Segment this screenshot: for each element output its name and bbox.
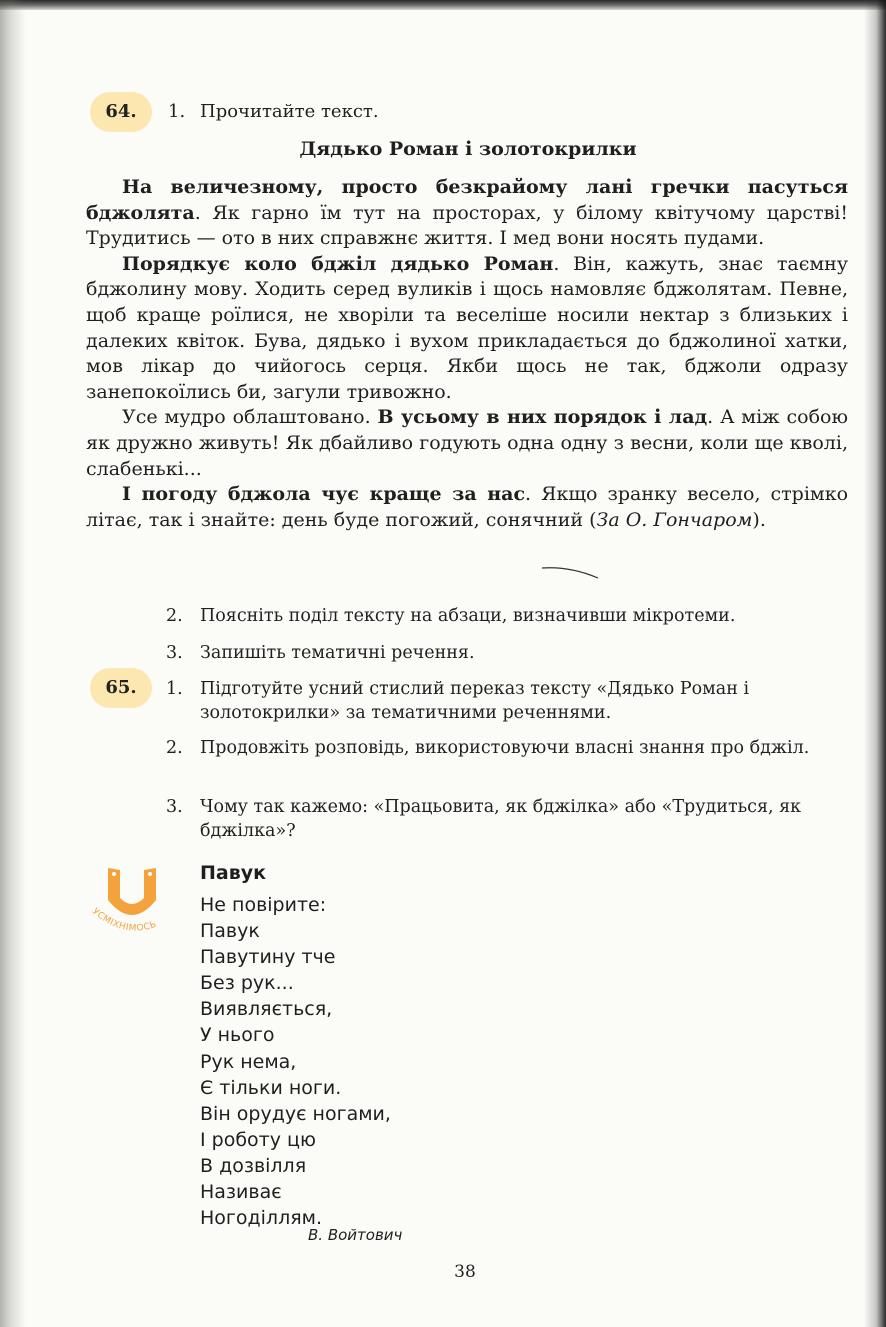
exercise-65-task-2 <box>166 736 846 760</box>
text-run: . Як гарно їм тут на просторах, у білому квітучому царстві! Трудитись — ото в них справжнє життя. І мед вони носять пудами. <box>86 201 848 250</box>
exercise-65-badge: 65. <box>90 668 152 708</box>
exercise-64-task-3 <box>166 641 846 665</box>
task-text: Прочитайте текст. <box>200 101 379 122</box>
task-number: 2. <box>166 606 183 626</box>
scan-left-edge <box>0 0 26 1327</box>
poem-title: Павук <box>200 862 267 884</box>
text-run: Усе мудро облаштовано. <box>122 406 378 429</box>
task-text: Поясніть поділ тексту на абзаци, визначивши мікротеми. <box>200 606 736 626</box>
text-title: Дядько Роман і золотокрилки <box>299 138 637 160</box>
logo-text: УСМІХНІМОСЬ <box>90 906 159 934</box>
page-number: 38 <box>454 1262 476 1282</box>
poem-line: І роботу цю <box>200 1128 316 1151</box>
italic-run: За О. Гончаром <box>596 508 753 531</box>
poem-author: В. Войтович <box>308 1226 403 1244</box>
poem-line: Ногоділлям. <box>200 1207 323 1230</box>
task-number: 1. <box>168 101 186 122</box>
poem-line: Рук нема, <box>200 1050 297 1073</box>
poem <box>200 860 391 1231</box>
poem-line: Виявляється, <box>200 998 333 1021</box>
exercise-65-task-3 <box>166 795 846 843</box>
scan-right-edge <box>864 0 886 1327</box>
poem-line: В дозвілля <box>200 1154 307 1177</box>
poem-line: Він орудує ногами, <box>200 1102 391 1125</box>
bold-run: В усьому в них порядок і лад <box>377 406 708 429</box>
text-run: . Якщо зранку весело, стрімко літає, так і знайте: день буде погожий, сонячний ( <box>86 483 849 531</box>
task-number: 1. <box>166 679 183 699</box>
poem-line: У нього <box>200 1024 275 1047</box>
task-number: 2. <box>166 738 183 758</box>
poem-line: Є тільки ноги. <box>200 1076 342 1099</box>
bold-run: І погоду бджола чує краще за нас <box>122 483 526 506</box>
smile-logo-icon <box>86 860 176 940</box>
exercise-64-task-2 <box>166 604 846 628</box>
story-paragraph <box>86 405 848 482</box>
scan-top-edge <box>0 0 886 10</box>
text-run: . Він, кажуть, знає таємну бджолину мову. Ходить серед вуликів і щось намовляє бджолятам. Певне, щоб краще роїлися, не хворіли та веселіше носили нектар з близьких і далеких квіток. Бува, дядько і вухом прикладається до бджолиної хатки, мов лікар до чийогось серця. Якби щось не так, бджоли одразу занепокоїлись би, загули тривожно. <box>86 252 848 403</box>
story-paragraph <box>86 175 848 252</box>
task-number: 3. <box>166 797 183 817</box>
story-text <box>86 175 848 533</box>
task-text: Продовжіть розповідь, використовуючи власні знання про бджіл. <box>200 738 810 758</box>
task-text: Чому так кажемо: «Працьовита, як бджілка» або «Трудиться, як бджілка»? <box>200 797 802 841</box>
poem-line: Павук <box>200 920 260 943</box>
text-run: ). <box>752 508 766 531</box>
poem-line: Павутину тче <box>200 946 336 969</box>
bold-run: На величезному, просто безкрайому лані гречки пасуться бджолята <box>86 176 848 224</box>
exercise-64-task-1 <box>168 100 379 124</box>
exercise-64-badge: 64. <box>90 92 152 132</box>
task-number: 3. <box>166 643 183 663</box>
bold-run: Порядкує коло бджіл дядько Роман <box>122 252 554 275</box>
task-text: Підготуйте усний стислий переказ тексту «Дядько Роман і золотокрилки» за тематичними реченнями. <box>200 679 750 723</box>
poem-line: Не повірите: <box>200 894 327 916</box>
poem-lines <box>200 892 391 1231</box>
story-paragraph <box>86 482 848 533</box>
poem-line: Без рук... <box>200 972 294 995</box>
task-text: Запишіть тематичні речення. <box>200 643 475 663</box>
poem-line: Називає <box>200 1181 282 1204</box>
story-paragraph <box>86 252 848 406</box>
exercise-65-task-1 <box>166 677 846 725</box>
text-run: . А між собою як дружно живуть! Як дбайливо годують одна одну з весни, коли ще кволі, слабенькі... <box>86 406 848 480</box>
pencil-mark-icon <box>540 562 600 582</box>
